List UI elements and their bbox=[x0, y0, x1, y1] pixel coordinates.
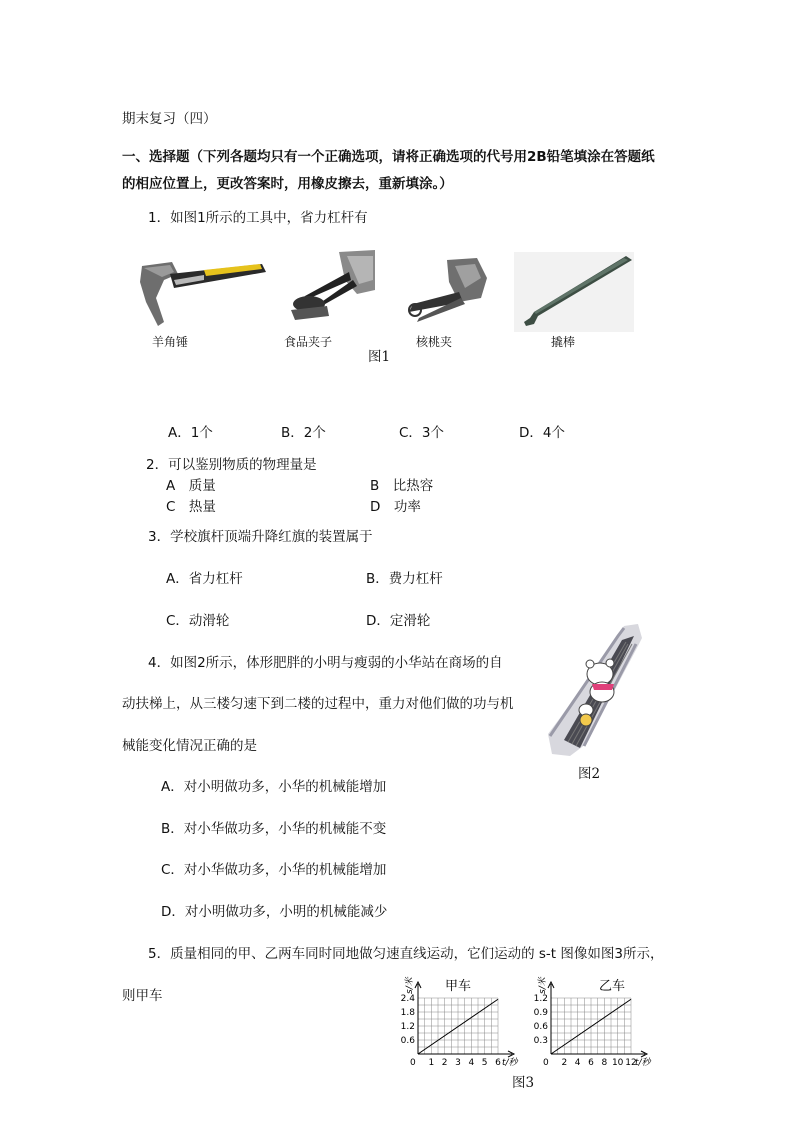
q1-option-d: D．4个 bbox=[519, 425, 565, 441]
q1-caption-crowbar: 撬棒 bbox=[551, 335, 576, 349]
q2-option-d: D 功率 bbox=[370, 499, 421, 515]
y-tick-label: 0.3 bbox=[533, 1036, 548, 1046]
y-tick-label: 1.2 bbox=[400, 1022, 415, 1032]
q2-stem: 2．可以鉴别物质的物理量是 bbox=[146, 457, 317, 473]
q4-option-b: B．对小华做功多，小华的机械能不变 bbox=[161, 821, 387, 837]
q4-option-c: C．对小华做功多，小华的机械能增加 bbox=[161, 862, 387, 878]
q2-option-a: A 质量 bbox=[166, 478, 216, 494]
chart-jiache-xlabel: t/秒 bbox=[502, 1058, 518, 1066]
q3-option-a: A．省力杠杆 bbox=[166, 571, 243, 587]
q2-option-c: C 热量 bbox=[166, 499, 216, 515]
y-tick-label: 0.6 bbox=[400, 1036, 415, 1046]
q5-stem-line2: 则甲车 bbox=[122, 988, 163, 1004]
chart-yiche bbox=[534, 976, 653, 1066]
y-tick-label: 1.8 bbox=[400, 1008, 415, 1018]
q5-stem-line1: 5．质量相同的甲、乙两车同时同地做匀速直线运动，它们运动的 s-t 图像如图3所示， bbox=[148, 946, 664, 962]
q3-option-c: C．动滑轮 bbox=[166, 613, 230, 629]
x-tick-label: 2 bbox=[441, 1058, 448, 1066]
chart-yiche-xlabel: t/秒 bbox=[635, 1058, 651, 1066]
q1-caption-hammer: 羊角锤 bbox=[152, 335, 189, 349]
chart-jiache-origin: 0 bbox=[410, 1058, 416, 1066]
q4-option-a: A．对小明做功多，小华的机械能增加 bbox=[161, 779, 387, 795]
chart-yiche-ylabel: s/米 bbox=[538, 977, 548, 994]
q1-option-c: C．3个 bbox=[399, 425, 445, 441]
q4-stem-line3: 械能变化情况正确的是 bbox=[122, 738, 257, 754]
page-title: 期末复习（四） bbox=[122, 111, 217, 127]
figure2-label: 图2 bbox=[578, 766, 601, 782]
q1-caption-tongs: 食品夹子 bbox=[284, 335, 333, 349]
y-tick-label: 0.9 bbox=[533, 1008, 548, 1018]
x-tick-label: 3 bbox=[455, 1058, 461, 1066]
q1-caption-nutcracker: 核桃夹 bbox=[416, 335, 453, 349]
q3-option-d: D．定滑轮 bbox=[366, 613, 431, 629]
chart-jiache-ylabel: s/米 bbox=[405, 977, 415, 994]
x-tick-label: 5 bbox=[481, 1058, 488, 1066]
q1-option-a: A．1个 bbox=[168, 425, 213, 441]
chart-jiache-title: 甲车 bbox=[444, 979, 472, 994]
chart-yiche-origin: 0 bbox=[543, 1058, 549, 1066]
section-instructions-line2: 的相应位置上，更改答案时，用橡皮擦去，重新填涂。） bbox=[122, 176, 453, 192]
q2-option-b: B 比热容 bbox=[370, 478, 434, 494]
y-tick-label: 1.2 bbox=[533, 994, 548, 1004]
q4-option-d: D．对小明做功多，小明的机械能减少 bbox=[161, 904, 388, 920]
food-tongs-image bbox=[287, 250, 377, 330]
crowbar-image bbox=[514, 252, 634, 332]
q3-stem: 3．学校旗杆顶端升降红旗的装置属于 bbox=[148, 529, 373, 545]
chart-jiache bbox=[401, 976, 520, 1066]
x-tick-label: 8 bbox=[601, 1058, 608, 1066]
chart-yiche-title: 乙车 bbox=[598, 979, 626, 994]
x-tick-label: 10 bbox=[611, 1058, 624, 1066]
y-tick-label: 0.6 bbox=[533, 1022, 548, 1032]
q3-option-b: B．费力杠杆 bbox=[366, 571, 443, 587]
escalator-image bbox=[540, 616, 660, 760]
y-tick-label: 2.4 bbox=[400, 994, 415, 1004]
figure1-label: 图1 bbox=[368, 349, 391, 365]
q4-stem-line2: 动扶梯上，从三楼匀速下到二楼的过程中，重力对他们做的功与机 bbox=[122, 696, 514, 712]
x-tick-label: 4 bbox=[468, 1058, 475, 1066]
x-tick-label: 6 bbox=[495, 1058, 501, 1066]
nutcracker-image bbox=[399, 258, 489, 326]
claw-hammer-image bbox=[134, 258, 270, 330]
figure3-label: 图3 bbox=[512, 1075, 535, 1091]
x-tick-label: 1 bbox=[428, 1058, 435, 1066]
q4-stem-line1: 4．如图2所示，体形肥胖的小明与瘦弱的小华站在商场的自 bbox=[148, 655, 503, 671]
q1-stem: 1．如图1所示的工具中，省力杠杆有 bbox=[148, 210, 368, 226]
figure3-charts bbox=[380, 966, 690, 1066]
q1-option-b: B．2个 bbox=[281, 425, 326, 441]
section-instructions-line1: 一、选择题（下列各题均只有一个正确选项，请将正确选项的代号用2B铅笔填涂在答题纸 bbox=[122, 149, 655, 165]
x-tick-label: 4 bbox=[574, 1058, 581, 1066]
x-tick-label: 2 bbox=[561, 1058, 568, 1066]
x-tick-label: 6 bbox=[588, 1058, 594, 1066]
x-tick-label: 12 bbox=[625, 1058, 637, 1066]
